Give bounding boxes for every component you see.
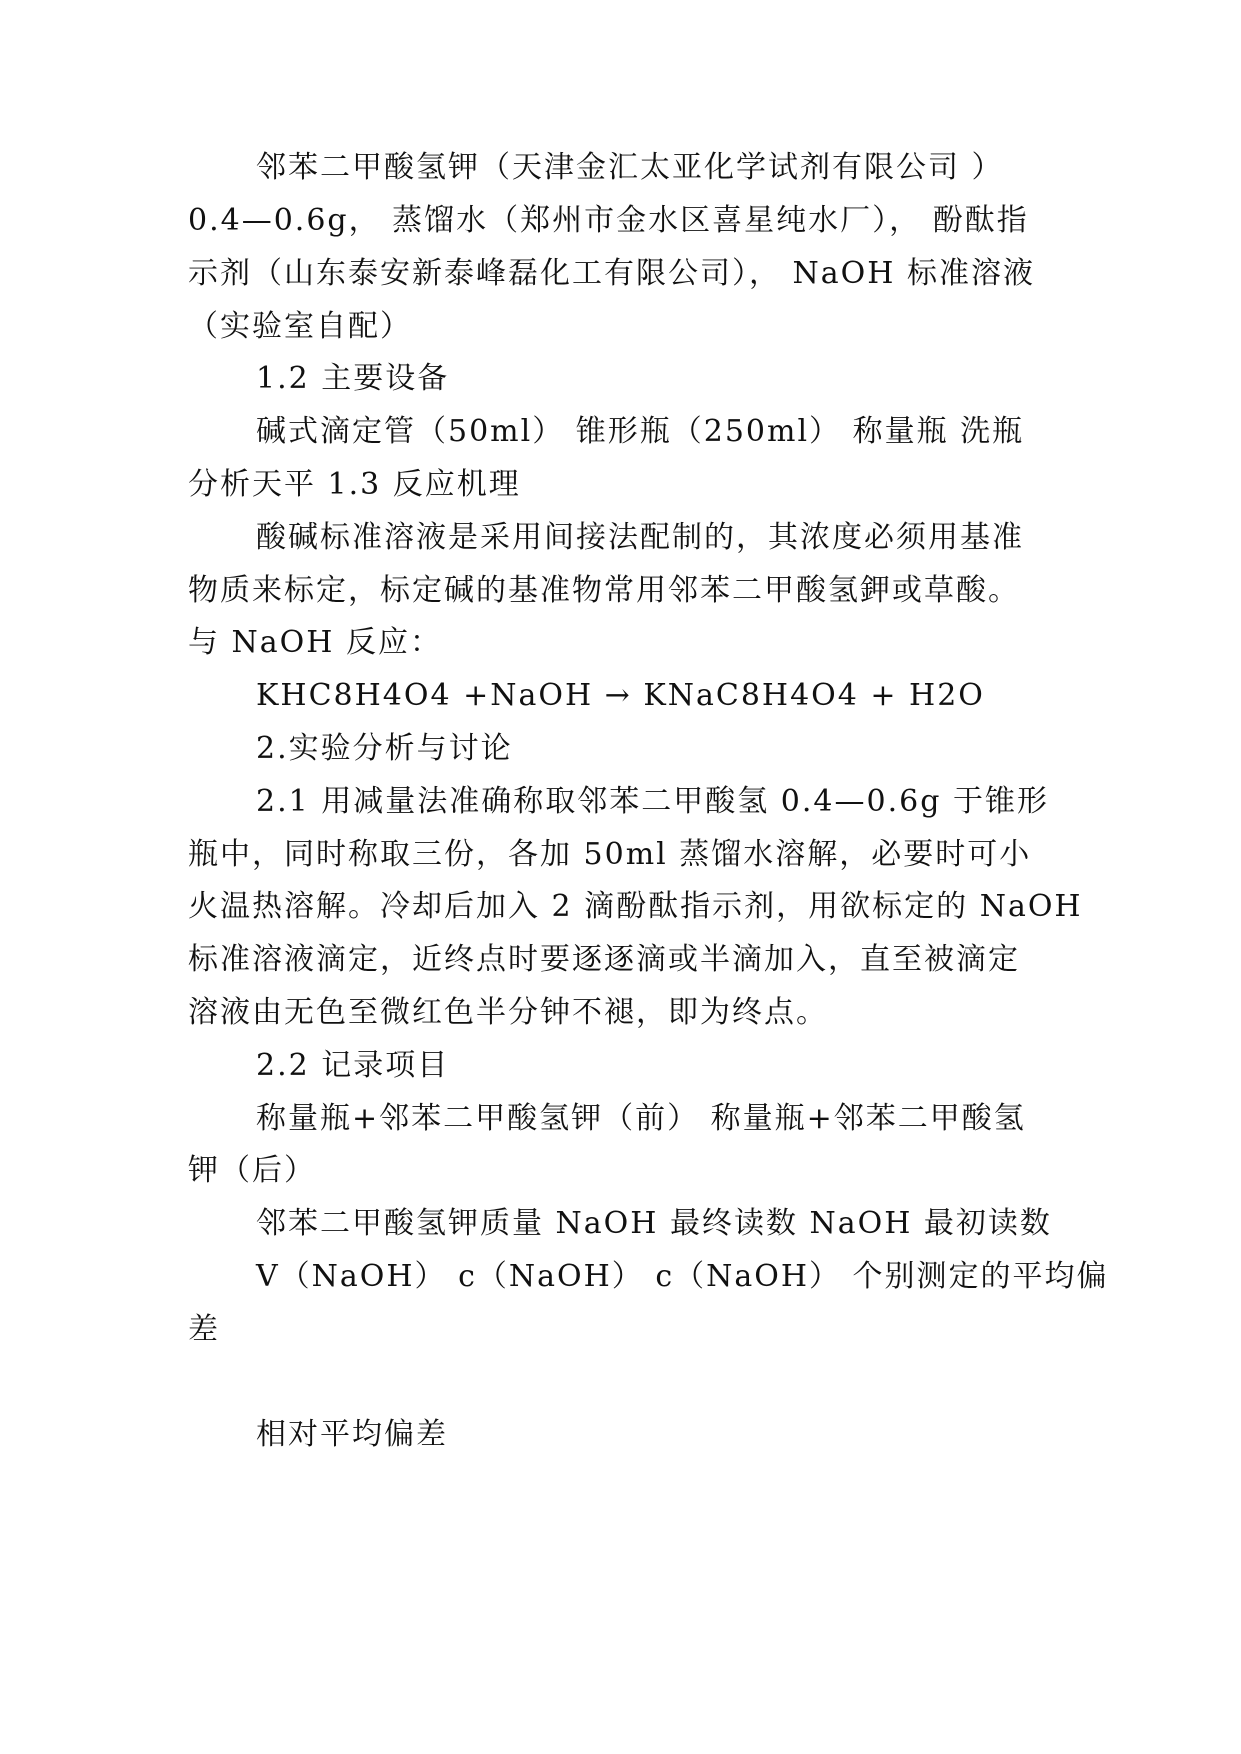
text-line: 2.1 用减量法准确称取邻苯二甲酸氢 0.4—0.6g 于锥形 — [256, 784, 1049, 819]
text-line: 溶液由无色至微红色半分钟不褪，即为终点。 — [188, 995, 828, 1030]
text-line: 瓶中，同时称取三份，各加 50ml 蒸馏水溶解，必要时可小 — [188, 837, 1032, 872]
text-line: V（NaOH） c（NaOH） c（NaOH） 个别测定的平均偏 — [256, 1259, 1109, 1294]
section-heading: 2.2 记录项目 — [256, 1048, 450, 1083]
text-line: 差 — [188, 1312, 220, 1347]
section-heading: 1.2 主要设备 — [256, 361, 450, 396]
reaction-equation: KHC8H4O4 +NaOH → KNaC8H4O4 + H2O — [256, 678, 985, 713]
text-line: 酸碱标准溶液是采用间接法配制的，其浓度必须用基准 — [256, 520, 1024, 555]
section-heading: 2.实验分析与讨论 — [256, 731, 513, 766]
text-line: （实验室自配） — [188, 309, 412, 344]
text-line: 分析天平 1.3 反应机理 — [188, 467, 521, 502]
text-line: 标准溶液滴定，近终点时要逐逐滴或半滴加入，直至被滴定 — [188, 942, 1020, 977]
text-line: 火温热溶解。冷却后加入 2 滴酚酞指示剂，用欲标定的 NaOH — [188, 889, 1083, 924]
text-line: 物质来标定，标定碱的基准物常用邻苯二甲酸氢鉀或草酸。 — [188, 573, 1020, 608]
text-line: 邻苯二甲酸氢钾质量 NaOH 最终读数 NaOH 最初读数 — [256, 1206, 1052, 1241]
text-line: 与 NaOH 反应： — [188, 625, 442, 660]
text-line: 相对平均偏差 — [256, 1417, 448, 1452]
text-line: 0.4—0.6g， 蒸馏水（郑州市金水区喜星纯水厂）， 酚酞指 — [188, 203, 1029, 238]
text-line: 称量瓶+邻苯二甲酸氢钾（前） 称量瓶+邻苯二甲酸氢 — [256, 1101, 1026, 1136]
text-line: 示剂（山东泰安新泰峰磊化工有限公司）， NaOH 标准溶液 — [188, 256, 1035, 291]
text-line: 碱式滴定管（50ml） 锥形瓶（250ml） 称量瓶 洗瓶 — [256, 414, 1025, 449]
text-line: 邻苯二甲酸氢钾（天津金汇太亚化学试剂有限公司 ） — [256, 150, 1004, 185]
text-line: 钾（后） — [188, 1153, 316, 1188]
